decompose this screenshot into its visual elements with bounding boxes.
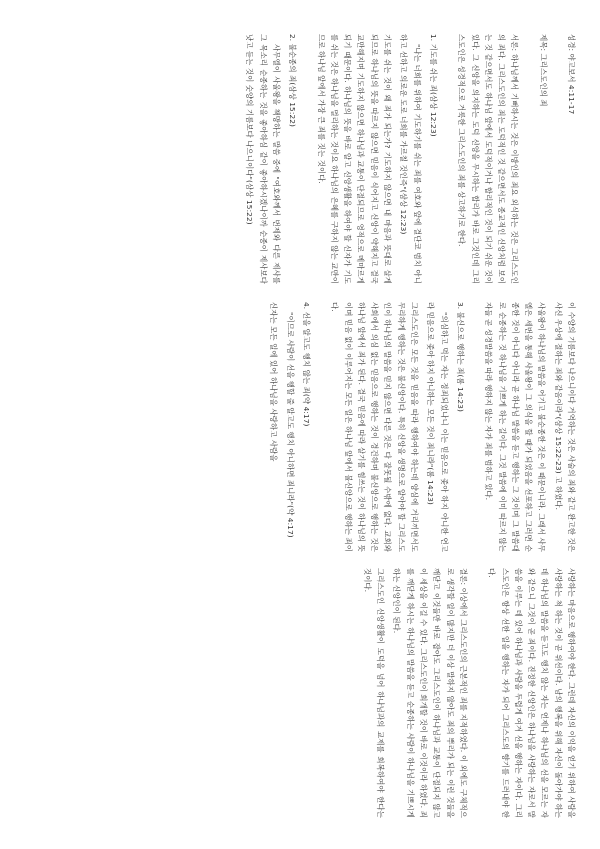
paragraph: 신자는 모든 일에 있어 하나님을 사랑하고 사람을 <box>269 302 279 462</box>
paragraph: 제목: 그리스도인의 죄 <box>538 34 548 107</box>
paragraph: 사울왕이 하나님의 말씀을 어기고 불순종한 것은 이 때문이니라. 그래서 사무엘은 세번을 통해 사울왕이 그 의식을 할 때가 되었음을 선포하고 그러면 순종한 것이 아니다 아니라 곧 하나님 말씀을 듣고 행하는 그 것이며 그 말씀대로 순종하는 것 하나님을 기쁘게 하는 길이다. 그것 말씀에 이미 따르지 않는 자들 곧 성경말씀을 따라 행하지 않는 자가 죄를 범하고 있다. <box>484 302 547 552</box>
paragraph: 서론: 하나님께서 기뻐하시는 것은 이방인의 죄요 외식하는 것은 그리스도인의 죄다. 그리스도인의 죄는 도덕적인 것 같으면서도 종교적인 신앙처럼 보이는 것 같으면서도 하나님 앞에서 도덕적이거나 합리적인 것이 되기 쉬운 것이 있다. 그 신앙을 의지하는 도덕 신앙을 무시하는 합리가 바로 그것인데 그리스도인은 성경적으로 거룩한 그리스도인의 죄를 상고하기로 한다. <box>457 34 520 284</box>
paragraph-gap <box>299 34 311 284</box>
paragraph: "나는 너희를 위하여 기도하기를 쉬는 죄를 여호와 앞에 결단코 범치 아니하고 선하고 의로운 도로 너희를 가르칠 것인즉"(삼상 12:23) <box>399 34 422 284</box>
paragraph-gap <box>313 302 325 552</box>
paragraph: "의심하고 먹는 자는 정죄되었나니 이는 믿음으로 좇아 하지 아니한 연고라 믿음으로 좇아 하지 아니하는 모든 것이 죄니라"(롬 14:23) <box>426 302 449 552</box>
paragraph: 성경: 야고보서 4:11-17 <box>567 34 576 115</box>
paragraph-gap <box>521 34 533 284</box>
paragraph: 4. 선을 알고도 행치 않는 죄(약 4:17) <box>301 302 311 427</box>
text-column-3 <box>358 568 578 818</box>
paragraph: 결론: 이상에서 그리스도인의 근본적인 죄를 지적하였다. 이 외에도 구체적으로 생각할 일이 많지만 더 이상 말하지 않아도 죄의 뿌리가 되는 이런 것들을 깨닫고 이것들만 바로 잡아도 그리스도인이 하나님과 교통이 단절되지 않고 이 세상을 이길 수 있다. 그리스도인이 회개할 것이 바로 이것이라 하였다. 죄를 깨닫게 하시는 하나님의 말씀을 듣고 순종하는 사람이 하나님을 기쁘시게 하는 신앙인이 된다. <box>392 568 468 818</box>
paragraph: 1. 기도를 쉬는 죄(삼상 12:23) <box>428 34 438 137</box>
text-column-1 <box>240 34 578 284</box>
paragraph: "이므로 사람이 선을 행할 줄 알고도 행치 아니하면 죄니라"(약 4:17) <box>285 312 295 538</box>
text-column-2 <box>264 302 578 552</box>
paragraph: 사랑하는 마음으로 행하여야 한다. 그런데 자신의 이익을 얻기 위하여 사람을 사랑하는 척 하는 것이 곧 위선이다. 남의 행복을 위해 자신이 돌아가야 하는데 하나님의 말씀을 듣고도 행치 않는 자는 언제나 하나님의 선을 모르는 자와 같으니 그것이 곧 죄이다. 진정한 신앙인은 하나님을 사랑하는 자로서 말씀을 이루는 데 있어 하나님과 사람을 두렵게 여겨 선을 행하는 자이다. 그리스도인은 항상 선한 일을 행하는 자가 되어 그리스도의 향기를 드러내야 한다. <box>487 568 576 818</box>
paragraph: 기도를 쉬는 것이 왜 죄가 되는가? 기도하지 않으면 내 마음과 뜻대로 살게 되므로 하나님의 뜻을 따르지 않으면 믿음이 식어지고 신앙이 약해지고 결국 교만해지며 기도하지 않으면 하나님과 교통이 단절되므로 영적으로 메마르게 되기 때문이다. 하나님의 뜻을 바로 알고 신앙생활을 하여야 할 신자가 기도를 쉬는 것은 하나님을 멀리하는 것이요 하나님의 은혜를 구하지 않는 교만이므로 하나님 앞에서 가장 큰 죄를 짓는 것이다. <box>316 34 393 284</box>
paragraph-gap <box>470 568 482 818</box>
paragraph: 3. 불신으로 행하는 죄(롬 14:23) <box>455 302 465 412</box>
paragraph-gap <box>467 302 479 552</box>
paragraph: 2. 불순종의 죄(삼상 15:22) <box>288 34 298 128</box>
paragraph-gap <box>550 34 562 284</box>
paragraph: 이 수양의 기름보다 나으니이다 거역하는 것은 사술의 죄와 같고 완고한 것은 사신 우상에 절하는 죄와 같음이라"(삼상 15:22-23) 고 하였다. <box>553 302 576 552</box>
paragraph-gap <box>440 34 452 284</box>
paragraph: 사무엘이 사울왕을 책망하는 말씀 중에 "여호와께서 번제와 다른 제사를 그 목소리 순종하는 것을 좋아하심 같이 좋아하시겠나이까 순종이 제사보다 낫고 듣는 것이 숫양의 기름보다 나으니이다"(삼상 15:22) <box>245 34 281 284</box>
paragraph: 그리스도인 신앙생활이 도덕을 넘어 하나님과의 교제를 회복하여야 한다는 것이다. <box>362 568 386 818</box>
paragraph: 그리스도인은 모든 것을 믿음을 따라 행하여야 하는데 양심에 거리끼면서도 무리하게 행하는 것은 불신앙이다. 특히 신앙을 생명으로 알아야 할 그리스도인이 하나님의 말씀을 믿지 않으면 다른 것은 다 잘못될 수밖에 없다. 교회와 사회에서 의심 없는 믿음으로 행하는 것이 경건하며 불신앙으로 행하는 것은 하나님 앞에서 죄가 된다. 결국 믿음에 따라 살기를 힘쓰는 것이 하나님의 뜻이며 믿음 없이 이루어지는 모든 일은 하나님 앞에서 불신앙으로 행하는 죄이다. <box>330 302 420 552</box>
